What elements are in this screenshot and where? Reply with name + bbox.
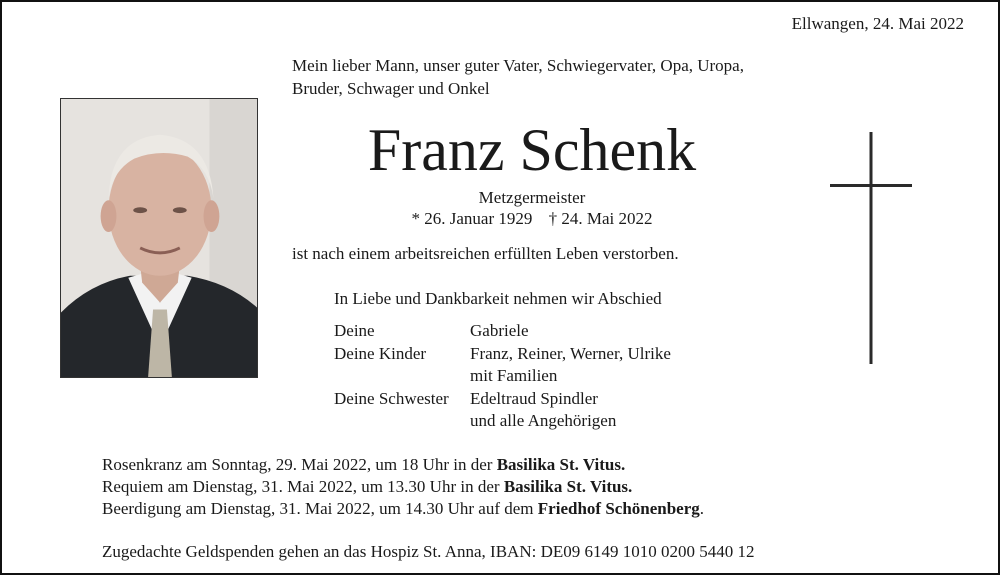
mourner-name: und alle Angehörigen bbox=[470, 411, 617, 430]
event-place: Friedhof Schönenberg bbox=[537, 499, 700, 518]
event-text: Beerdigung am Dienstag, 31. Mai 2022, um 14.30 Uhr auf dem bbox=[102, 499, 538, 518]
mourner-names bbox=[470, 320, 529, 343]
mourner-relation: Deine Schwester bbox=[334, 388, 449, 408]
place-date: Ellwangen, 24. Mai 2022 bbox=[791, 14, 964, 33]
event-place: Basilika St. Vitus. bbox=[496, 455, 626, 474]
christian-cross-icon bbox=[830, 132, 912, 364]
donation-note: Zugedachte Geldspenden gehen an das Hospiz St. Anna, IBAN: DE09 6149 1010 0200 5440 12 bbox=[102, 542, 755, 561]
mourner-row bbox=[334, 320, 671, 343]
event-text: Requiem am Dienstag, 31. Mai 2022, um 13.30 Uhr in der bbox=[102, 477, 504, 496]
mourner-relation: Deine bbox=[334, 321, 375, 340]
mourner-relation: Deine Kinder bbox=[334, 343, 427, 363]
event-burial bbox=[102, 498, 704, 520]
death-date: † 24. Mai 2022 bbox=[548, 209, 653, 228]
intro-line-2: Bruder, Schwager und Onkel bbox=[292, 79, 490, 98]
mourner-row bbox=[334, 388, 671, 433]
mourner-name: mit Familien bbox=[470, 366, 558, 385]
event-requiem bbox=[102, 476, 704, 498]
event-rosary bbox=[102, 454, 704, 476]
birth-date: * 26. Januar 1929 bbox=[411, 209, 533, 228]
mourners-list bbox=[334, 320, 671, 433]
event-place: Basilika St. Vitus. bbox=[503, 477, 633, 496]
event-suffix: . bbox=[699, 499, 705, 518]
mourner-row bbox=[334, 343, 671, 388]
intro-line-1: Mein lieber Mann, unser guter Vater, Schwiegervater, Opa, Uropa, bbox=[292, 56, 744, 75]
deceased-name: Franz Schenk bbox=[367, 117, 697, 183]
mourner-name: Edeltraud Spindler bbox=[470, 388, 598, 408]
portrait-photo bbox=[60, 98, 258, 378]
life-dates bbox=[292, 209, 772, 229]
mourner-names bbox=[470, 343, 671, 388]
deceased-profession: Metzgermeister bbox=[478, 188, 586, 207]
passed-statement: ist nach einem arbeitsreichen erfüllten Leben verstorben. bbox=[292, 244, 679, 263]
mourner-name: Franz, Reiner, Werner, Ulrike bbox=[470, 343, 671, 363]
funeral-events bbox=[102, 454, 704, 520]
event-text: Rosenkranz am Sonntag, 29. Mai 2022, um 18 Uhr in der bbox=[102, 455, 497, 474]
farewell-line: In Liebe und Dankbarkeit nehmen wir Abschied bbox=[334, 289, 662, 308]
mourner-name: Gabriele bbox=[470, 321, 529, 340]
mourner-names bbox=[470, 388, 616, 433]
intro-text bbox=[292, 54, 744, 100]
